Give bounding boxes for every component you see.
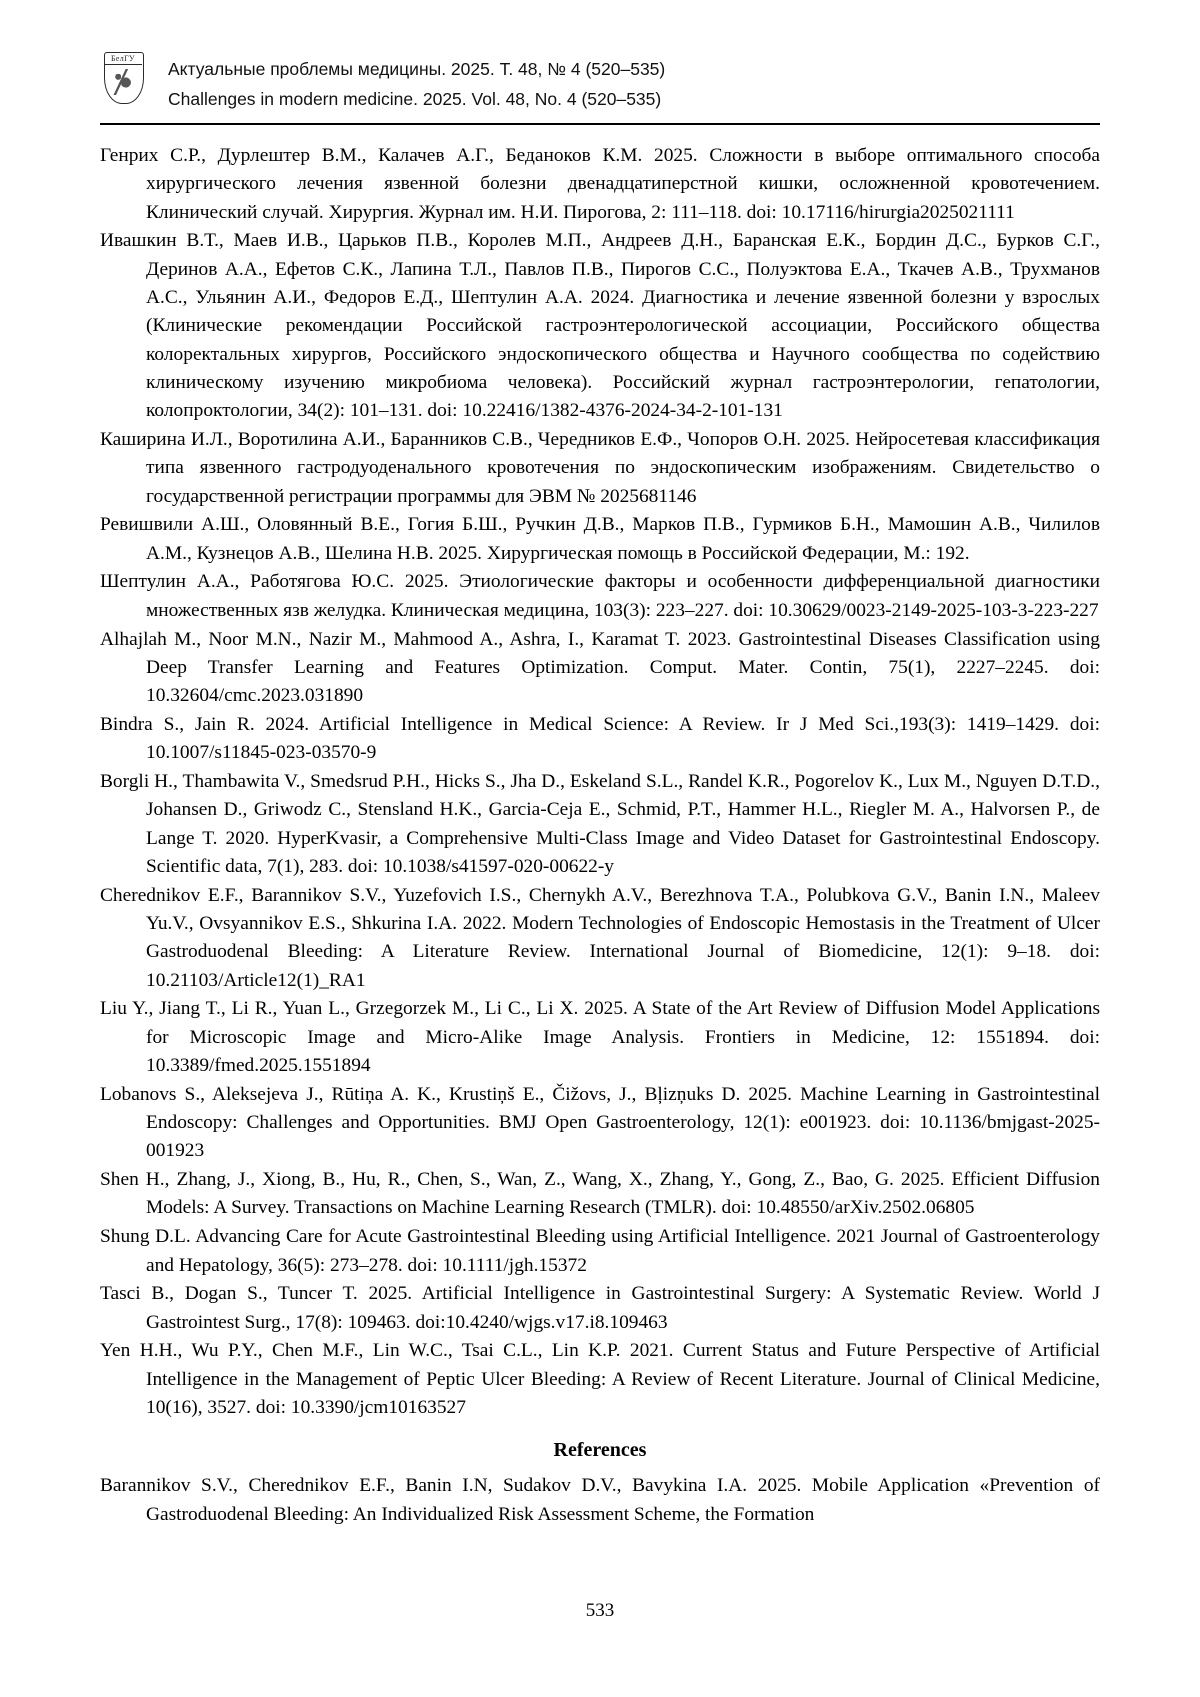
- reference-item: Liu Y., Jiang T., Li R., Yuan L., Grzegorzek M., Li C., Li X. 2025. A State of the Art Review of Diffusion Model Applications for Microscopic Image and Micro-Alike Image Analysis. Frontiers in Medicine, 12: 1551894. doi: 10.3389/fmed.2025.1551894: [100, 998, 1100, 1076]
- reference-item: Lobanovs S., Aleksejeva J., Rūtiņa A. K., Krustiņš E., Čižovs, J., Bļizņuks D. 2025. Machine Learning in Gastrointestinal Endoscopy: Challenges and Opportunities. BMJ Open Gastroenterology, 12(1): e001923. doi: 10.1136/bmjgast-2025-001923: [100, 1083, 1100, 1162]
- reference-item: Bindra S., Jain R. 2024. Artificial Intelligence in Medical Science: A Review. Ir J Med Sci.,193(3): 1419–1429. doi: 10.1007/s11845-023-03570-9: [100, 713, 1100, 764]
- reference-item: Генрих С.Р., Дурлештер В.М., Калачев А.Г., Беданоков К.М. 2025. Сложности в выборе оптимального способа хирургического лечения язвенной болезни двенадцатиперстной кишки, осложненной кровотечением. Клинический случай. Хирургия. Журнал им. Н.И. Пирогова, 2: 111–118. doi: 10.17116/hirurgia2025021111: [100, 145, 1100, 223]
- journal-title-en: Challenges in modern medicine. 2025. Vol. 48, No. 4 (520–535): [168, 89, 662, 109]
- reference-item: Шептулин А.А., Работягова Ю.С. 2025. Этиологические факторы и особенности дифференциальной диагностики множественных язв желудка. Клиническая медицина, 103(3): 223–227. doi: 10.30629/0023-2149-2025-103-3-223-227: [100, 571, 1100, 621]
- logo-rider-emblem: [111, 69, 135, 95]
- reference-item: Каширина И.Л., Воротилина А.И., Баранников С.В., Чередников Е.Ф., Чопоров О.Н. 2025. Нейросетевая классификация типа язвенного гастродуоденального кровотечения по эндоскопическим изображениям. Свидетельство о государственной регистрации программы для ЭВМ № 2025681146: [100, 428, 1100, 507]
- reference-item: Ревишвили А.Ш., Оловянный В.Е., Гогия Б.Ш., Ручкин Д.В., Марков П.В., Гурмиков Б.Н., Мамошин А.В., Чилилов А.М., Кузнецов А.В., Шелина Н.В. 2025. Хирургическая помощь в Российской Федерации, М.: 192.: [100, 514, 1100, 564]
- section-heading-references: References: [553, 1439, 647, 1462]
- logo-shield-label: БелГУ: [104, 52, 142, 65]
- header-divider: [100, 123, 1100, 125]
- reference-item: Alhajlah M., Noor M.N., Nazir M., Mahmood A., Ashra, I., Karamat T. 2023. Gastrointestinal Diseases Classification using Deep Transfer Learning and Features Optimization. Comput. Mater. Contin, 75(1), 2227–2245. doi: 10.32604/cmc.2023.031890: [100, 628, 1100, 707]
- reference-item: Cherednikov E.F., Barannikov S.V., Yuzefovich I.S., Chernykh A.V., Berezhnova T.A., Polubkova G.V., Banin I.N., Maleev Yu.V., Ovsyannikov E.S., Shkurina I.A. 2022. Modern Technologies of Endoscopic Hemostasis in the Treatment of Ulcer Gastroduodenal Bleeding: A Literature Review. International Journal of Biomedicine, 12(1): 9–18. doi: 10.21103/Article12(1)_RA1: [100, 884, 1100, 991]
- header-titles: [168, 50, 665, 114]
- reference-item: Shen H., Zhang, J., Xiong, B., Hu, R., Chen, S., Wan, Z., Wang, X., Zhang, Y., Gong, Z., Bao, G. 2025. Efficient Diffusion Models: A Survey. Transactions on Machine Learning Research (TMLR). doi: 10.48550/arXiv.2502.06805: [100, 1169, 1100, 1219]
- reference-item-en: Barannikov S.V., Cherednikov E.F., Banin I.N, Sudakov D.V., Bavykina I.A. 2025. Mobile Application «Prevention of Gastroduodenal Bleeding: An Individualized Risk Assessment Scheme, the Formation: [100, 1475, 1100, 1525]
- page-header: [100, 50, 1100, 114]
- reference-item: Shung D.L. Advancing Care for Acute Gastrointestinal Bleeding using Artificial Intelligence. 2021 Journal of Gastroenterology and Hepatology, 36(5): 273–278. doi: 10.1111/jgh.15372: [100, 1226, 1100, 1276]
- page-number: 533: [585, 1600, 615, 1621]
- reference-item: Borgli H., Thambawita V., Smedsrud P.H., Hicks S., Jha D., Eskeland S.L., Randel K.R., Pogorelov K., Lux M., Nguyen D.T.D., Johansen D., Griwodz C., Stensland H.K., Garcia-Ceja E., Schmid, P.T., Hammer H.L., Riegler M. A., Halvorsen P., de Lange T. 2020. HyperKvasir, a Comprehensive Multi-Class Image and Video Dataset for Gastrointestinal Endoscopy. Scientific data, 7(1), 283. doi: 10.1038/s41597-020-00622-y: [100, 771, 1100, 877]
- reference-item: Yen H.H., Wu P.Y., Chen M.F., Lin W.C., Tsai C.L., Lin K.P. 2021. Current Status and Future Perspective of Artificial Intelligence in the Management of Peptic Ulcer Bleeding: A Review of Recent Literature. Journal of Clinical Medicine, 10(16), 3527. doi: 10.3390/jcm10163527: [100, 1340, 1100, 1419]
- reference-item: Tasci B., Dogan S., Tuncer T. 2025. Artificial Intelligence in Gastrointestinal Surgery: A Systematic Review. World J Gastrointest Surg., 17(8): 109463. doi:10.4240/wjgs.v17.i8.109463: [100, 1283, 1100, 1333]
- university-logo-icon: [100, 52, 146, 110]
- reference-item: Ивашкин В.Т., Маев И.В., Царьков П.В., Королев М.П., Андреев Д.Н., Баранская Е.К., Бордин Д.С., Бурков С.Г., Деринов А.А., Ефетов С.К., Лапина Т.Л., Павлов П.В., Пирогов С.С., Полуэктова Е.А., Ткачев А.В., Трухманов А.С., Ульянин А.И., Федоров Е.Д., Шептулин А.А. 2024. Диагностика и лечение язвенной болезни у взрослых (Клинические рекомендации Российской гастроэнтерологической ассоциации, Российского общества колоректальных хирургов, Российского эндоскопического общества и Научного сообщества по содействию клиническому изучению микробиома человека). Российский журнал гастроэнтерологии, гепатологии, колопроктологии, 34(2): 101–131. doi: 10.22416/1382-4376-2024-34-2-101-131: [100, 230, 1100, 422]
- journal-title-ru: Актуальные проблемы медицины. 2025. Т. 48, № 4 (520–535): [168, 59, 666, 79]
- reference-list: [100, 142, 1100, 1529]
